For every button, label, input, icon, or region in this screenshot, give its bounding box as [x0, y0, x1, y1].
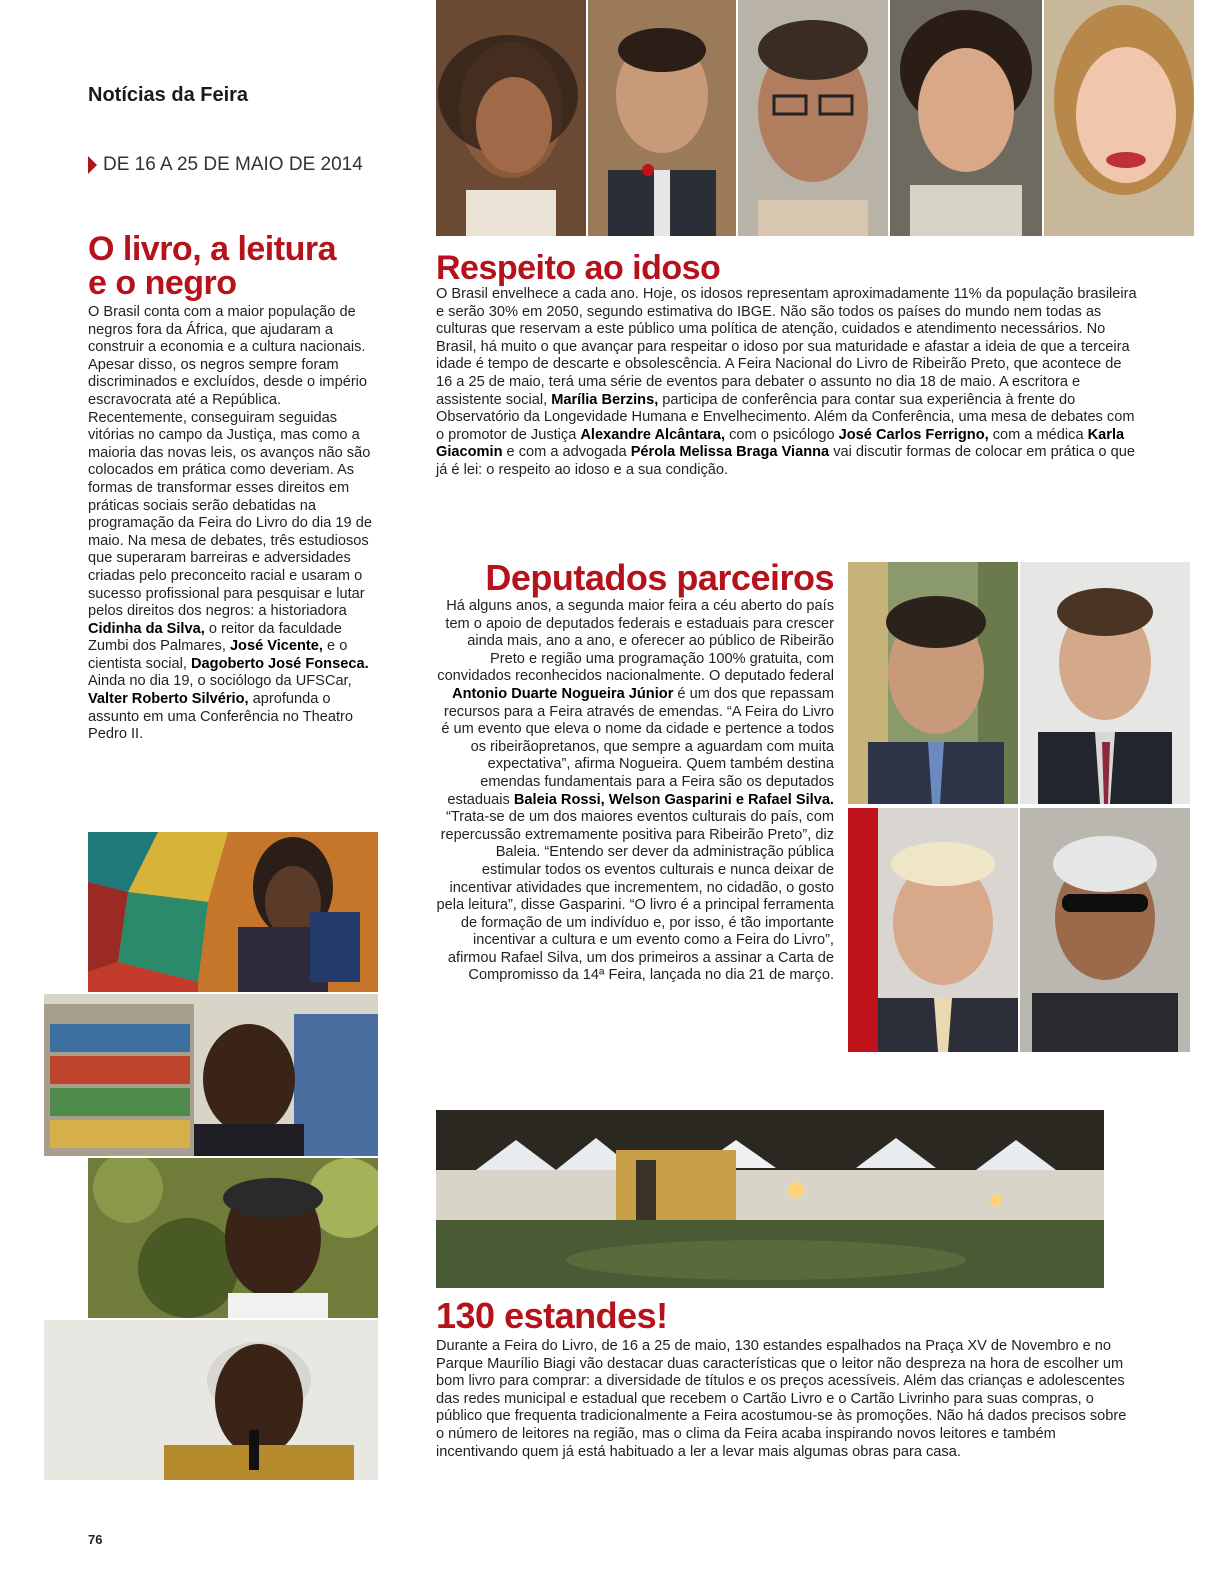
event-date-text: DE 16 A 25 DE MAIO DE 2014: [103, 154, 363, 175]
portrait-photo-1: [436, 0, 586, 236]
article-negro-title: O livro, a leitura e o negro: [88, 230, 336, 302]
article-idoso-body: O Brasil envelhece a cada ano. Hoje, os idosos representam aproximadamente 11% da população brasileira e serão 30% em 2050, segundo estimativa do IBGE. Não são todos os países do mundo nem todas as culturas que reservam a este público uma política de atenção, cuidados e atendimento necessários. No Brasil, há muito o que avançar para respeitar o idoso por sua maturidade e afastar a ideia de que a terceira idade é tempo de descarte e obsolescência. A Feira Nacional do Livro de Ribeirão Preto, que acontece de 16 a 25 de maio, terá uma série de eventos para debater o assunto no dia 18 de maio. A escritora e assistente social, Marília Berzins, participa de conferência para contar sua experiência à frente do Observatório da Longevidade Humana e Envelhecimento. Além da Conferência, uma mesa de debates com o promotor de Justiça Alexandre Alcântara, com o psicólogo José Carlos Ferrigno, com a médica Karla Giacomin e com a advogada Pérola Melissa Braga Vianna vai discutir formas de colocar em prática o que já é lei: o respeito ao idoso e a sua condição.: [436, 286, 1137, 478]
page-number: 76: [88, 1532, 103, 1547]
gasparini-photo: [848, 808, 1018, 1052]
article-negro-body: O Brasil conta com a maior população de negros fora da África, que ajudaram a construir a economia e a cultura nacionais. Apesar disso, os negros sempre foram discriminados e excluídos, desde o império escravocrata até a República. Recentemente, conseguiram seguidas vitórias no campo da Justiça, mas como a maioria das novas leis, os avanços não são colocados em prática como deveriam. As formas de transformar esses direitos em práticas sociais serão debatidas na programação da Feira do Livro do dia 19 de maio. Na mesa de debates, três estudiosos que superaram barreiras e adversidades criadas pelo preconceito racial e usaram o sucesso profissional para pesquisar e lutar pelos direitos dos negros: a historiadora Cidinha da Silva, o reitor da faculdade Zumbi dos Palmares, José Vicente, e o cientista social, Dagoberto José Fonseca. Ainda no dia 19, o sociólogo da UFSCar, Valter Roberto Silvério, aprofunda o assunto em uma Conferência no Theatro Pedro II.: [88, 304, 372, 743]
portrait-photo-2: [588, 0, 736, 236]
valter-photo: [44, 1320, 378, 1480]
baleia-rossi-photo: [1020, 562, 1190, 804]
article-idoso-title: Respeito ao idoso: [436, 249, 721, 287]
portrait-photo-3: [738, 0, 888, 236]
event-date: [88, 154, 363, 176]
arrow-icon: [88, 156, 97, 174]
portrait-photo-5: [1044, 0, 1194, 236]
article-deputados-title: Deputados parceiros: [485, 557, 834, 598]
nogueira-photo: [848, 562, 1018, 804]
dagoberto-photo: [88, 1158, 378, 1318]
jose-vicente-photo: [44, 994, 378, 1156]
fair-night-photo: [436, 1110, 1104, 1288]
portrait-photo-4: [890, 0, 1042, 236]
article-deputados-body: Há alguns anos, a segunda maior feira a céu aberto do país tem o apoio de deputados federais e estaduais para crescer ainda mais, ano a ano, e oferecer ao público de Ribeirão Preto e região uma programação 100% gratuita, com convidados reconhecidos nacionalmente. O deputado federal Antonio Duarte Nogueira Júnior é um dos que repassam recursos para a Feira através de emendas. “A Feira do Livro é um evento que eleva o nome da cidade e pertence a todos os ribeirãopretanos, que sempre a aguardam com muita expectativa”, afirma Nogueira. Quem também destina emendas fundamentais para a Feira são os deputados estaduais Baleia Rossi, Welson Gasparini e Rafael Silva. “Trata-se de um dos maiores eventos culturais do país, com repercussão extremamente positiva para Ribeirão Preto”, diz Baleia. “Entendo ser dever da administração pública estimular todos os eventos culturais e nunca deixar de incentivar atividades que incrementem, no cidadão, o gosto pela leitura”, disse Gasparini. “O livro é a principal ferramenta de formação de um indivíduo e, por isso, é tão importante incentivar a cultura e um evento como a Feira do Livro”, afirmou Rafael Silva, um dos primeiros a assinar a Carta de Compromisso da 14ª Feira, lançada no dia 21 de março.: [436, 598, 834, 984]
section-label: Notícias da Feira: [88, 84, 249, 106]
article-estandes-title: 130 estandes!: [436, 1295, 668, 1336]
rafael-silva-photo: [1020, 808, 1190, 1052]
cidinha-photo: [88, 832, 378, 992]
article-estandes-body: Durante a Feira do Livro, de 16 a 25 de maio, 130 estandes espalhados na Praça XV de Novembro e no Parque Maurílio Biagi vão destacar duas características que o leitor não despreza na hora de escolher um bom livro para comprar: a diversidade de títulos e os preços acessíveis. Além das crianças e adolescentes das redes municipal e estadual que recebem o Cartão Livro e o Cartão Livrinho para suas compras, o público que frequenta tradicionalmente a Feira acostumou-se às promoções. Não há dados precisos sobre o número de leitores na região, mas o clima da Feira acaba inspirando novos leitores e também incentivando quem já está habituado a ler a levar mais algumas obras para casa.: [436, 1338, 1127, 1460]
